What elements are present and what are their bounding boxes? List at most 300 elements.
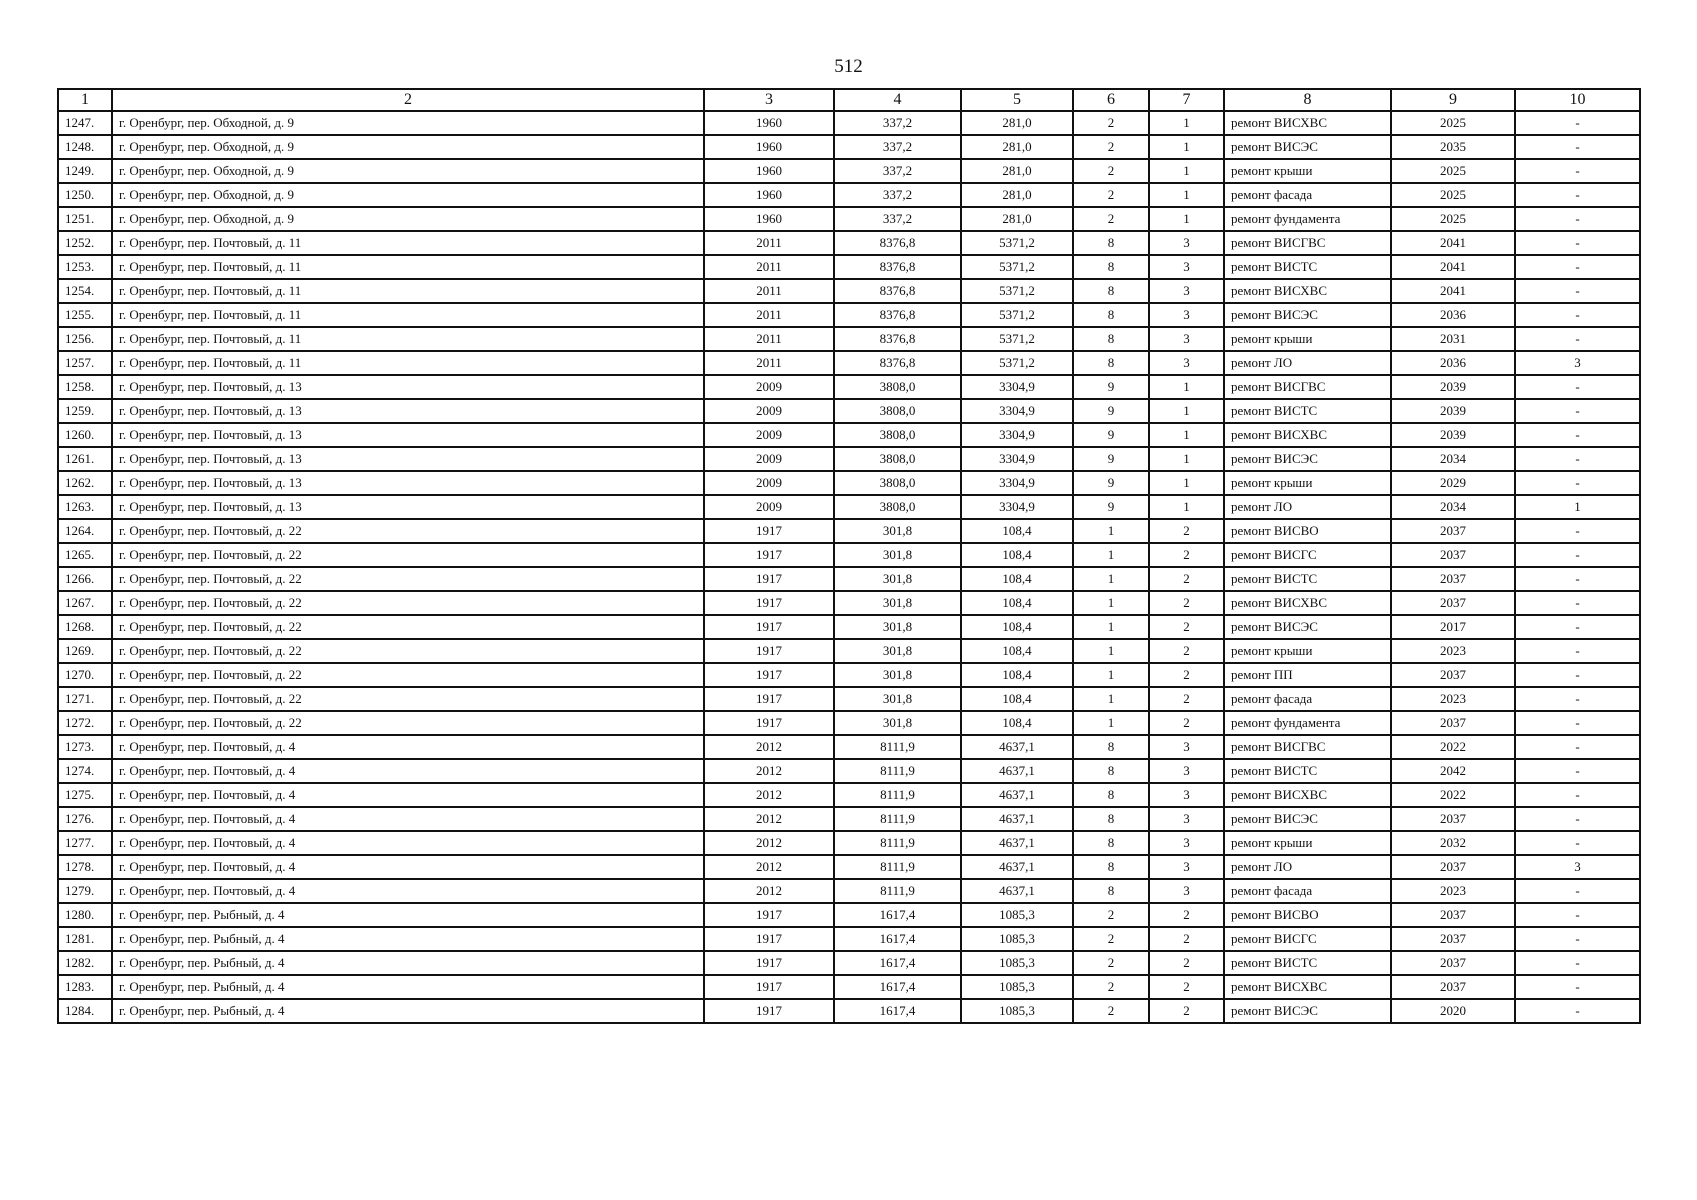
year-cell: 2009 bbox=[704, 375, 834, 399]
entrances-cell: 2 bbox=[1149, 543, 1224, 567]
floors-cell: 8 bbox=[1073, 783, 1149, 807]
entrances-cell: 2 bbox=[1149, 951, 1224, 975]
year-cell: 1917 bbox=[704, 711, 834, 735]
area-total-cell: 301,8 bbox=[834, 687, 961, 711]
floors-cell: 8 bbox=[1073, 231, 1149, 255]
table-row bbox=[58, 687, 1640, 711]
note-cell: - bbox=[1515, 831, 1640, 855]
area-total-cell: 1617,4 bbox=[834, 999, 961, 1023]
table-row bbox=[58, 111, 1640, 135]
note-cell: - bbox=[1515, 375, 1640, 399]
plan-year-cell: 2039 bbox=[1391, 375, 1515, 399]
row-number: 1269. bbox=[58, 639, 112, 663]
address-cell: г. Оренбург, пер. Почтовый, д. 22 bbox=[112, 663, 704, 687]
address-cell: г. Оренбург, пер. Почтовый, д. 13 bbox=[112, 423, 704, 447]
year-cell: 2009 bbox=[704, 495, 834, 519]
area-living-cell: 108,4 bbox=[961, 519, 1073, 543]
year-cell: 1960 bbox=[704, 111, 834, 135]
floors-cell: 2 bbox=[1073, 975, 1149, 999]
area-living-cell: 281,0 bbox=[961, 207, 1073, 231]
note-cell: 3 bbox=[1515, 351, 1640, 375]
work-type-cell: ремонт ВИСГВС bbox=[1224, 735, 1391, 759]
table-row bbox=[58, 327, 1640, 351]
work-type-cell: ремонт фундамента bbox=[1224, 711, 1391, 735]
entrances-cell: 3 bbox=[1149, 255, 1224, 279]
note-cell: - bbox=[1515, 807, 1640, 831]
area-living-cell: 3304,9 bbox=[961, 375, 1073, 399]
area-total-cell: 1617,4 bbox=[834, 975, 961, 999]
year-cell: 2012 bbox=[704, 855, 834, 879]
address-cell: г. Оренбург, пер. Почтовый, д. 4 bbox=[112, 735, 704, 759]
area-total-cell: 337,2 bbox=[834, 111, 961, 135]
address-cell: г. Оренбург, пер. Почтовый, д. 22 bbox=[112, 687, 704, 711]
floors-cell: 8 bbox=[1073, 255, 1149, 279]
table-row bbox=[58, 711, 1640, 735]
entrances-cell: 1 bbox=[1149, 111, 1224, 135]
column-header-2: 2 bbox=[112, 89, 704, 111]
year-cell: 1917 bbox=[704, 975, 834, 999]
area-total-cell: 8376,8 bbox=[834, 231, 961, 255]
plan-year-cell: 2034 bbox=[1391, 495, 1515, 519]
area-living-cell: 108,4 bbox=[961, 639, 1073, 663]
floors-cell: 8 bbox=[1073, 351, 1149, 375]
floors-cell: 1 bbox=[1073, 615, 1149, 639]
note-cell: - bbox=[1515, 615, 1640, 639]
note-cell: - bbox=[1515, 543, 1640, 567]
entrances-cell: 2 bbox=[1149, 927, 1224, 951]
data-table bbox=[57, 88, 1641, 1024]
year-cell: 1917 bbox=[704, 591, 834, 615]
note-cell: - bbox=[1515, 927, 1640, 951]
year-cell: 2009 bbox=[704, 471, 834, 495]
entrances-cell: 3 bbox=[1149, 327, 1224, 351]
year-cell: 1917 bbox=[704, 615, 834, 639]
year-cell: 1917 bbox=[704, 903, 834, 927]
entrances-cell: 3 bbox=[1149, 231, 1224, 255]
plan-year-cell: 2029 bbox=[1391, 471, 1515, 495]
note-cell: - bbox=[1515, 399, 1640, 423]
plan-year-cell: 2039 bbox=[1391, 423, 1515, 447]
address-cell: г. Оренбург, пер. Почтовый, д. 22 bbox=[112, 519, 704, 543]
column-header-7: 7 bbox=[1149, 89, 1224, 111]
address-cell: г. Оренбург, пер. Почтовый, д. 13 bbox=[112, 495, 704, 519]
work-type-cell: ремонт ЛО bbox=[1224, 495, 1391, 519]
row-number: 1283. bbox=[58, 975, 112, 999]
row-number: 1262. bbox=[58, 471, 112, 495]
address-cell: г. Оренбург, пер. Почтовый, д. 11 bbox=[112, 327, 704, 351]
plan-year-cell: 2032 bbox=[1391, 831, 1515, 855]
row-number: 1253. bbox=[58, 255, 112, 279]
table-row bbox=[58, 183, 1640, 207]
area-living-cell: 281,0 bbox=[961, 135, 1073, 159]
address-cell: г. Оренбург, пер. Почтовый, д. 13 bbox=[112, 399, 704, 423]
address-cell: г. Оренбург, пер. Почтовый, д. 4 bbox=[112, 759, 704, 783]
area-living-cell: 281,0 bbox=[961, 159, 1073, 183]
note-cell: - bbox=[1515, 687, 1640, 711]
table-row bbox=[58, 927, 1640, 951]
year-cell: 2009 bbox=[704, 399, 834, 423]
address-cell: г. Оренбург, пер. Обходной, д. 9 bbox=[112, 207, 704, 231]
work-type-cell: ремонт ВИСТС bbox=[1224, 951, 1391, 975]
floors-cell: 1 bbox=[1073, 591, 1149, 615]
note-cell: - bbox=[1515, 663, 1640, 687]
year-cell: 2011 bbox=[704, 351, 834, 375]
area-total-cell: 8111,9 bbox=[834, 807, 961, 831]
floors-cell: 9 bbox=[1073, 495, 1149, 519]
row-number: 1252. bbox=[58, 231, 112, 255]
note-cell: - bbox=[1515, 447, 1640, 471]
floors-cell: 1 bbox=[1073, 711, 1149, 735]
row-number: 1249. bbox=[58, 159, 112, 183]
table-row bbox=[58, 207, 1640, 231]
floors-cell: 8 bbox=[1073, 735, 1149, 759]
plan-year-cell: 2036 bbox=[1391, 351, 1515, 375]
address-cell: г. Оренбург, пер. Почтовый, д. 4 bbox=[112, 807, 704, 831]
note-cell: - bbox=[1515, 735, 1640, 759]
area-total-cell: 1617,4 bbox=[834, 927, 961, 951]
plan-year-cell: 2039 bbox=[1391, 399, 1515, 423]
table-body bbox=[58, 111, 1640, 1023]
year-cell: 2012 bbox=[704, 831, 834, 855]
note-cell: - bbox=[1515, 519, 1640, 543]
row-number: 1250. bbox=[58, 183, 112, 207]
area-total-cell: 8111,9 bbox=[834, 759, 961, 783]
row-number: 1279. bbox=[58, 879, 112, 903]
area-living-cell: 5371,2 bbox=[961, 279, 1073, 303]
row-number: 1254. bbox=[58, 279, 112, 303]
year-cell: 1960 bbox=[704, 183, 834, 207]
work-type-cell: ремонт ВИСХВС bbox=[1224, 423, 1391, 447]
year-cell: 1960 bbox=[704, 159, 834, 183]
note-cell: - bbox=[1515, 207, 1640, 231]
work-type-cell: ремонт фасада bbox=[1224, 183, 1391, 207]
area-total-cell: 8111,9 bbox=[834, 855, 961, 879]
table-row bbox=[58, 519, 1640, 543]
area-total-cell: 301,8 bbox=[834, 591, 961, 615]
table-row bbox=[58, 999, 1640, 1023]
row-number: 1280. bbox=[58, 903, 112, 927]
plan-year-cell: 2025 bbox=[1391, 207, 1515, 231]
note-cell: - bbox=[1515, 159, 1640, 183]
work-type-cell: ремонт ЛО bbox=[1224, 351, 1391, 375]
entrances-cell: 3 bbox=[1149, 855, 1224, 879]
area-living-cell: 3304,9 bbox=[961, 399, 1073, 423]
plan-year-cell: 2037 bbox=[1391, 711, 1515, 735]
address-cell: г. Оренбург, пер. Почтовый, д. 13 bbox=[112, 471, 704, 495]
row-number: 1275. bbox=[58, 783, 112, 807]
work-type-cell: ремонт ВИСГВС bbox=[1224, 375, 1391, 399]
row-number: 1256. bbox=[58, 327, 112, 351]
plan-year-cell: 2042 bbox=[1391, 759, 1515, 783]
row-number: 1273. bbox=[58, 735, 112, 759]
table-row bbox=[58, 231, 1640, 255]
area-living-cell: 108,4 bbox=[961, 591, 1073, 615]
floors-cell: 9 bbox=[1073, 447, 1149, 471]
area-living-cell: 108,4 bbox=[961, 687, 1073, 711]
area-living-cell: 5371,2 bbox=[961, 231, 1073, 255]
note-cell: - bbox=[1515, 183, 1640, 207]
area-living-cell: 4637,1 bbox=[961, 783, 1073, 807]
table-row bbox=[58, 255, 1640, 279]
floors-cell: 8 bbox=[1073, 807, 1149, 831]
year-cell: 2011 bbox=[704, 303, 834, 327]
year-cell: 2011 bbox=[704, 327, 834, 351]
column-header-10: 10 bbox=[1515, 89, 1640, 111]
plan-year-cell: 2031 bbox=[1391, 327, 1515, 351]
area-living-cell: 3304,9 bbox=[961, 471, 1073, 495]
note-cell: - bbox=[1515, 975, 1640, 999]
year-cell: 2012 bbox=[704, 759, 834, 783]
address-cell: г. Оренбург, пер. Почтовый, д. 22 bbox=[112, 615, 704, 639]
address-cell: г. Оренбург, пер. Обходной, д. 9 bbox=[112, 111, 704, 135]
area-total-cell: 3808,0 bbox=[834, 471, 961, 495]
floors-cell: 2 bbox=[1073, 183, 1149, 207]
work-type-cell: ремонт ВИСХВС bbox=[1224, 111, 1391, 135]
table-row bbox=[58, 903, 1640, 927]
floors-cell: 8 bbox=[1073, 327, 1149, 351]
note-cell: 1 bbox=[1515, 495, 1640, 519]
table-row bbox=[58, 495, 1640, 519]
area-living-cell: 4637,1 bbox=[961, 735, 1073, 759]
floors-cell: 2 bbox=[1073, 207, 1149, 231]
floors-cell: 9 bbox=[1073, 375, 1149, 399]
area-total-cell: 1617,4 bbox=[834, 951, 961, 975]
area-living-cell: 5371,2 bbox=[961, 327, 1073, 351]
entrances-cell: 3 bbox=[1149, 783, 1224, 807]
address-cell: г. Оренбург, пер. Почтовый, д. 13 bbox=[112, 375, 704, 399]
address-cell: г. Оренбург, пер. Рыбный, д. 4 bbox=[112, 975, 704, 999]
year-cell: 1917 bbox=[704, 519, 834, 543]
note-cell: 3 bbox=[1515, 855, 1640, 879]
area-living-cell: 3304,9 bbox=[961, 423, 1073, 447]
area-living-cell: 1085,3 bbox=[961, 975, 1073, 999]
year-cell: 1917 bbox=[704, 999, 834, 1023]
column-header-3: 3 bbox=[704, 89, 834, 111]
area-total-cell: 337,2 bbox=[834, 159, 961, 183]
work-type-cell: ремонт ВИСВО bbox=[1224, 903, 1391, 927]
area-living-cell: 1085,3 bbox=[961, 903, 1073, 927]
table-row bbox=[58, 399, 1640, 423]
area-total-cell: 337,2 bbox=[834, 183, 961, 207]
year-cell: 2012 bbox=[704, 879, 834, 903]
row-number: 1247. bbox=[58, 111, 112, 135]
plan-year-cell: 2037 bbox=[1391, 975, 1515, 999]
work-type-cell: ремонт ВИСЭС bbox=[1224, 135, 1391, 159]
area-total-cell: 8376,8 bbox=[834, 327, 961, 351]
plan-year-cell: 2037 bbox=[1391, 591, 1515, 615]
table-row bbox=[58, 159, 1640, 183]
area-living-cell: 1085,3 bbox=[961, 999, 1073, 1023]
work-type-cell: ремонт ВИСГС bbox=[1224, 927, 1391, 951]
plan-year-cell: 2035 bbox=[1391, 135, 1515, 159]
table-row bbox=[58, 591, 1640, 615]
table-row bbox=[58, 351, 1640, 375]
work-type-cell: ремонт крыши bbox=[1224, 831, 1391, 855]
area-total-cell: 3808,0 bbox=[834, 495, 961, 519]
row-number: 1258. bbox=[58, 375, 112, 399]
row-number: 1248. bbox=[58, 135, 112, 159]
note-cell: - bbox=[1515, 231, 1640, 255]
floors-cell: 9 bbox=[1073, 423, 1149, 447]
address-cell: г. Оренбург, пер. Почтовый, д. 11 bbox=[112, 279, 704, 303]
work-type-cell: ремонт фундамента bbox=[1224, 207, 1391, 231]
table-row bbox=[58, 543, 1640, 567]
area-total-cell: 3808,0 bbox=[834, 399, 961, 423]
entrances-cell: 3 bbox=[1149, 759, 1224, 783]
address-cell: г. Оренбург, пер. Почтовый, д. 11 bbox=[112, 303, 704, 327]
plan-year-cell: 2023 bbox=[1391, 687, 1515, 711]
area-living-cell: 1085,3 bbox=[961, 951, 1073, 975]
plan-year-cell: 2037 bbox=[1391, 519, 1515, 543]
note-cell: - bbox=[1515, 879, 1640, 903]
year-cell: 2009 bbox=[704, 423, 834, 447]
table-header bbox=[58, 89, 1640, 111]
entrances-cell: 3 bbox=[1149, 279, 1224, 303]
work-type-cell: ремонт ВИСХВС bbox=[1224, 279, 1391, 303]
row-number: 1281. bbox=[58, 927, 112, 951]
year-cell: 1917 bbox=[704, 639, 834, 663]
note-cell: - bbox=[1515, 711, 1640, 735]
note-cell: - bbox=[1515, 279, 1640, 303]
table-row bbox=[58, 759, 1640, 783]
address-cell: г. Оренбург, пер. Почтовый, д. 22 bbox=[112, 711, 704, 735]
work-type-cell: ремонт крыши bbox=[1224, 471, 1391, 495]
area-living-cell: 5371,2 bbox=[961, 303, 1073, 327]
work-type-cell: ремонт ВИСХВС bbox=[1224, 591, 1391, 615]
column-header-8: 8 bbox=[1224, 89, 1391, 111]
address-cell: г. Оренбург, пер. Почтовый, д. 22 bbox=[112, 543, 704, 567]
area-living-cell: 4637,1 bbox=[961, 831, 1073, 855]
area-living-cell: 108,4 bbox=[961, 663, 1073, 687]
area-total-cell: 337,2 bbox=[834, 207, 961, 231]
year-cell: 2009 bbox=[704, 447, 834, 471]
page-number: 512 bbox=[834, 56, 863, 77]
note-cell: - bbox=[1515, 303, 1640, 327]
table-row bbox=[58, 447, 1640, 471]
plan-year-cell: 2037 bbox=[1391, 951, 1515, 975]
table-row bbox=[58, 615, 1640, 639]
entrances-cell: 1 bbox=[1149, 375, 1224, 399]
row-number: 1260. bbox=[58, 423, 112, 447]
column-header-6: 6 bbox=[1073, 89, 1149, 111]
work-type-cell: ремонт ВИСТС bbox=[1224, 567, 1391, 591]
row-number: 1276. bbox=[58, 807, 112, 831]
floors-cell: 8 bbox=[1073, 831, 1149, 855]
area-living-cell: 3304,9 bbox=[961, 447, 1073, 471]
area-living-cell: 281,0 bbox=[961, 183, 1073, 207]
year-cell: 2012 bbox=[704, 783, 834, 807]
area-total-cell: 301,8 bbox=[834, 711, 961, 735]
table-row bbox=[58, 975, 1640, 999]
entrances-cell: 1 bbox=[1149, 135, 1224, 159]
entrances-cell: 3 bbox=[1149, 351, 1224, 375]
row-number: 1268. bbox=[58, 615, 112, 639]
work-type-cell: ремонт крыши bbox=[1224, 159, 1391, 183]
area-total-cell: 8376,8 bbox=[834, 303, 961, 327]
year-cell: 2012 bbox=[704, 807, 834, 831]
year-cell: 2011 bbox=[704, 279, 834, 303]
row-number: 1267. bbox=[58, 591, 112, 615]
row-number: 1261. bbox=[58, 447, 112, 471]
plan-year-cell: 2022 bbox=[1391, 735, 1515, 759]
work-type-cell: ремонт ВИСГС bbox=[1224, 543, 1391, 567]
entrances-cell: 3 bbox=[1149, 879, 1224, 903]
floors-cell: 1 bbox=[1073, 639, 1149, 663]
table-row bbox=[58, 471, 1640, 495]
row-number: 1282. bbox=[58, 951, 112, 975]
work-type-cell: ремонт ВИСТС bbox=[1224, 255, 1391, 279]
table-row bbox=[58, 375, 1640, 399]
entrances-cell: 3 bbox=[1149, 807, 1224, 831]
area-living-cell: 5371,2 bbox=[961, 351, 1073, 375]
work-type-cell: ремонт ВИСХВС bbox=[1224, 975, 1391, 999]
area-total-cell: 301,8 bbox=[834, 615, 961, 639]
entrances-cell: 1 bbox=[1149, 159, 1224, 183]
table-row bbox=[58, 783, 1640, 807]
note-cell: - bbox=[1515, 639, 1640, 663]
entrances-cell: 1 bbox=[1149, 207, 1224, 231]
note-cell: - bbox=[1515, 135, 1640, 159]
note-cell: - bbox=[1515, 471, 1640, 495]
floors-cell: 9 bbox=[1073, 471, 1149, 495]
area-total-cell: 337,2 bbox=[834, 135, 961, 159]
area-living-cell: 3304,9 bbox=[961, 495, 1073, 519]
work-type-cell: ремонт ВИСТС bbox=[1224, 399, 1391, 423]
work-type-cell: ремонт ВИСЭС bbox=[1224, 303, 1391, 327]
floors-cell: 8 bbox=[1073, 855, 1149, 879]
area-total-cell: 3808,0 bbox=[834, 447, 961, 471]
note-cell: - bbox=[1515, 327, 1640, 351]
entrances-cell: 2 bbox=[1149, 591, 1224, 615]
work-type-cell: ремонт ВИСГВС bbox=[1224, 231, 1391, 255]
table-row bbox=[58, 135, 1640, 159]
year-cell: 1960 bbox=[704, 207, 834, 231]
entrances-cell: 1 bbox=[1149, 183, 1224, 207]
entrances-cell: 1 bbox=[1149, 423, 1224, 447]
area-total-cell: 8111,9 bbox=[834, 783, 961, 807]
table-row bbox=[58, 279, 1640, 303]
work-type-cell: ремонт ВИСХВС bbox=[1224, 783, 1391, 807]
address-cell: г. Оренбург, пер. Обходной, д. 9 bbox=[112, 159, 704, 183]
address-cell: г. Оренбург, пер. Обходной, д. 9 bbox=[112, 183, 704, 207]
entrances-cell: 1 bbox=[1149, 471, 1224, 495]
address-cell: г. Оренбург, пер. Почтовый, д. 11 bbox=[112, 255, 704, 279]
work-type-cell: ремонт ВИСЭС bbox=[1224, 807, 1391, 831]
address-cell: г. Оренбург, пер. Рыбный, д. 4 bbox=[112, 927, 704, 951]
year-cell: 1917 bbox=[704, 927, 834, 951]
entrances-cell: 2 bbox=[1149, 975, 1224, 999]
area-living-cell: 108,4 bbox=[961, 711, 1073, 735]
plan-year-cell: 2025 bbox=[1391, 159, 1515, 183]
area-total-cell: 8376,8 bbox=[834, 351, 961, 375]
area-total-cell: 301,8 bbox=[834, 663, 961, 687]
column-header-5: 5 bbox=[961, 89, 1073, 111]
row-number: 1270. bbox=[58, 663, 112, 687]
table-row bbox=[58, 303, 1640, 327]
year-cell: 1917 bbox=[704, 663, 834, 687]
floors-cell: 2 bbox=[1073, 951, 1149, 975]
note-cell: - bbox=[1515, 111, 1640, 135]
year-cell: 2012 bbox=[704, 735, 834, 759]
floors-cell: 8 bbox=[1073, 759, 1149, 783]
work-type-cell: ремонт ВИСЭС bbox=[1224, 615, 1391, 639]
row-number: 1263. bbox=[58, 495, 112, 519]
row-number: 1278. bbox=[58, 855, 112, 879]
area-total-cell: 8376,8 bbox=[834, 279, 961, 303]
address-cell: г. Оренбург, пер. Рыбный, д. 4 bbox=[112, 903, 704, 927]
plan-year-cell: 2041 bbox=[1391, 231, 1515, 255]
floors-cell: 9 bbox=[1073, 399, 1149, 423]
